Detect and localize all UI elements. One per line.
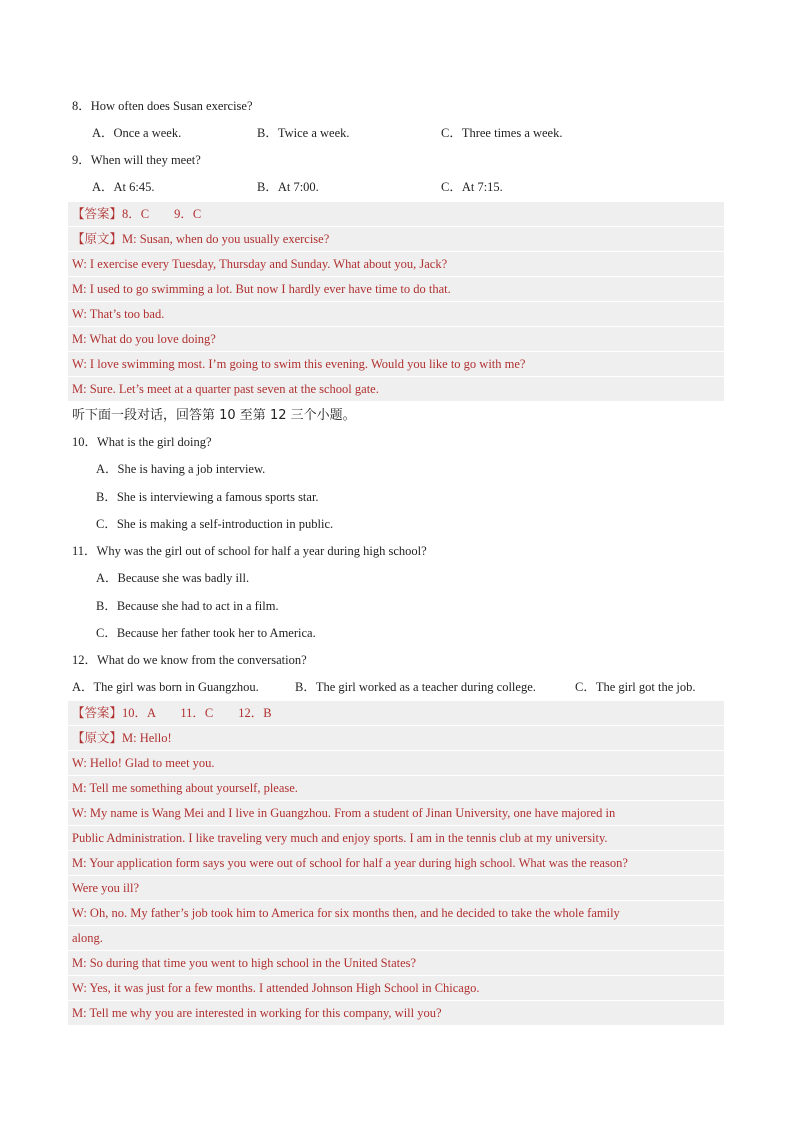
transcript-line: W: Hello! Glad to meet you. (68, 751, 724, 776)
q12-option-b: B．The girl worked as a teacher during college. (295, 680, 536, 694)
q10-option-c: C．She is making a self-introduction in public. (96, 517, 334, 531)
q11-option-a: A．Because she was badly ill. (96, 571, 250, 585)
question-10: 10．What is the girl doing? (72, 435, 212, 449)
transcript-line: M: Tell me something about yourself, please. (68, 776, 724, 801)
transcript-line: along. (68, 926, 724, 951)
answer-value: 10．A 11．C 12．B (122, 706, 272, 720)
transcript-line: W: Oh, no. My father’s job took him to America for six months then, and he decided to take the whole family (68, 901, 724, 926)
transcript-line: W: I love swimming most. I’m going to swim this evening. Would you like to go with me? (68, 352, 724, 377)
q10-option-b: B．She is interviewing a famous sports star. (96, 490, 319, 504)
answer-key-line (68, 701, 724, 726)
answer-block-1 (68, 202, 724, 402)
answer-value: 8．C 9．C (122, 207, 202, 221)
transcript-line: M: Sure. Let’s meet at a quarter past seven at the school gate. (68, 377, 724, 402)
transcript-line: Were you ill? (68, 876, 724, 901)
q10-option-a: A．She is having a job interview. (96, 462, 266, 476)
transcript-line: M: Your application form says you were out of school for half a year during high school. What was the reason? (68, 851, 724, 876)
transcript-label: 【原文】 (72, 731, 123, 745)
section-instruction: 听下面一段对话，回答第 10 至第 12 三个小题。 (72, 408, 356, 423)
transcript-line: W: I exercise every Tuesday, Thursday and Sunday. What about you, Jack? (68, 252, 724, 277)
question-11: 11．Why was the girl out of school for half a year during high school? (72, 544, 427, 558)
transcript-text: M: Susan, when do you usually exercise? (122, 232, 330, 246)
transcript-line: Public Administration. I like traveling very much and enjoy sports. I am in the tennis club at my university. (68, 826, 724, 851)
transcript-first-line (68, 227, 724, 252)
transcript-label: 【原文】 (72, 232, 123, 246)
q9-option-c: C．At 7:15. (441, 180, 503, 194)
transcript-line: W: My name is Wang Mei and I live in Guangzhou. From a student of Jinan University, one have majored in (68, 801, 724, 826)
q8-option-a: A．Once a week. (92, 126, 182, 140)
q11-option-c: C．Because her father took her to America. (96, 626, 316, 640)
q9-option-a: A．At 6:45. (92, 180, 155, 194)
answer-label: 【答案】 (72, 706, 123, 720)
question-8: 8．How often does Susan exercise? (72, 99, 253, 113)
transcript-line: W: That’s too bad. (68, 302, 724, 327)
transcript-text: M: Hello! (122, 731, 172, 745)
q9-option-b: B．At 7:00. (257, 180, 319, 194)
q8-option-c: C．Three times a week. (441, 126, 563, 140)
transcript-line: W: Yes, it was just for a few months. I attended Johnson High School in Chicago. (68, 976, 724, 1001)
transcript-line: M: I used to go swimming a lot. But now I hardly ever have time to do that. (68, 277, 724, 302)
q12-option-a: A．The girl was born in Guangzhou. (72, 680, 259, 694)
q12-option-c: C．The girl got the job. (575, 680, 696, 694)
q11-option-b: B．Because she had to act in a film. (96, 599, 279, 613)
answer-key-line (68, 202, 724, 227)
question-9: 9．When will they meet? (72, 153, 201, 167)
answer-block-2 (68, 701, 724, 1026)
answer-label: 【答案】 (72, 207, 123, 221)
transcript-line: M: So during that time you went to high school in the United States? (68, 951, 724, 976)
question-12: 12．What do we know from the conversation? (72, 653, 307, 667)
transcript-line: M: Tell me why you are interested in working for this company, will you? (68, 1001, 724, 1026)
transcript-line: M: What do you love doing? (68, 327, 724, 352)
q8-option-b: B．Twice a week. (257, 126, 350, 140)
transcript-first-line (68, 726, 724, 751)
